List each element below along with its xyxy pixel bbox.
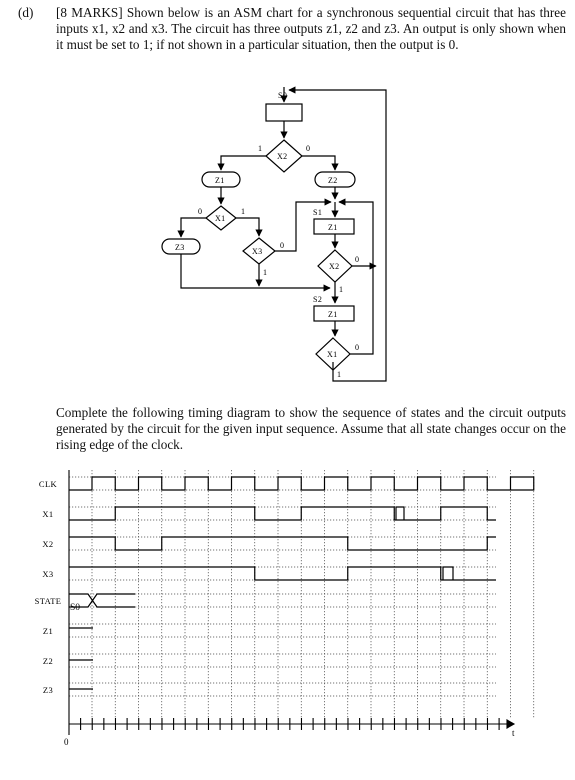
axis-t-label: t [512, 728, 515, 738]
branch-top-1: 1 [258, 144, 263, 153]
signal-label-z1: Z1 [42, 626, 54, 636]
label-s0: S0 [278, 91, 288, 100]
label-s2: S2 [313, 295, 323, 304]
wave-x3 [69, 567, 496, 580]
signal-label-clk: CLK [38, 479, 58, 489]
label-z1-s2: Z1 [328, 310, 338, 319]
label-x3: X3 [252, 247, 263, 256]
branch-s2x1-0: 0 [355, 343, 360, 352]
signal-label-x1: X1 [42, 509, 54, 519]
branch-x1-1: 1 [241, 207, 246, 216]
wave-x2 [69, 537, 496, 550]
branch-s1x2-0: 0 [355, 255, 360, 264]
axis-origin-label: 0 [64, 737, 69, 747]
label-x2-top: X2 [277, 152, 288, 161]
instructions-text: Complete the following timing diagram to show the sequence of states and the circuit outputs generated by the circuit for the given input sequence. Assume that all state changes occur on the rising edge of the clock. [56, 405, 566, 453]
signal-label-x2: X2 [42, 539, 54, 549]
wave-x3-pulse [443, 567, 453, 580]
state-initial-label: S0 [70, 603, 81, 613]
label-x1-left: X1 [215, 214, 226, 223]
label-x2-s1: X2 [329, 262, 340, 271]
branch-x3-1: 1 [263, 268, 268, 277]
signal-label-x3: X3 [42, 569, 54, 579]
signal-label-z3: Z3 [42, 685, 54, 695]
wave-x1 [69, 507, 496, 520]
label-x1-s2: X1 [327, 350, 338, 359]
label-s1: S1 [313, 208, 323, 217]
label-z3: Z3 [175, 243, 185, 252]
axis-arrowhead [507, 720, 514, 728]
wave-clk [69, 477, 534, 490]
signal-label-z2: Z2 [42, 656, 54, 666]
label-z1-left: Z1 [215, 176, 225, 185]
branch-top-0: 0 [306, 144, 311, 153]
label-z2: Z2 [328, 176, 338, 185]
signal-label-state: STATE [34, 596, 62, 606]
branch-s2x1-1: 1 [337, 370, 342, 379]
question-text: [8 MARKS] Shown below is an ASM chart for a synchronous sequential circuit that has three inputs x1, x2 and x3. The circuit has three outputs z1, z2 and z3. An output is only shown when it must be set to 1; if not shown in a particular situation, then the output is 0. [56, 5, 566, 53]
branch-x3-0: 0 [280, 241, 285, 250]
branch-x1-0: 0 [198, 207, 203, 216]
question-label: (d) [18, 5, 34, 20]
label-z1-s1: Z1 [328, 223, 338, 232]
wave-x1-pulse [396, 507, 404, 520]
branch-s1x2-1: 1 [339, 285, 344, 294]
